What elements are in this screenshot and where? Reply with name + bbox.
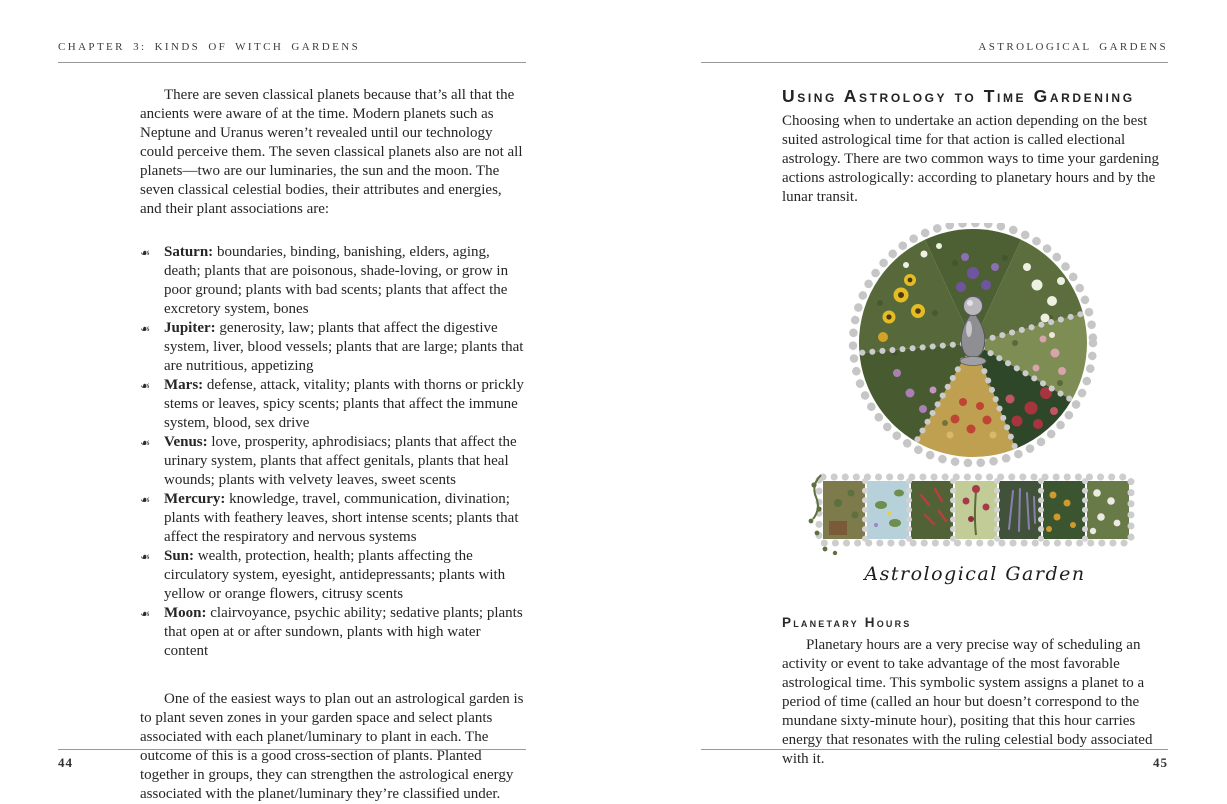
list-item-saturn xyxy=(140,243,526,319)
planet-term: Saturn: xyxy=(164,244,214,260)
leaf-bullet-icon: ❧ xyxy=(140,322,151,336)
planet-description: boundaries, binding, banishing, elders, aging, death; plants that are poisonous, shade-loving, or grow in poor ground; plants with bad scents; plants that affect the excretory system, bones xyxy=(164,244,509,317)
planet-term: Venus: xyxy=(164,434,208,450)
right-page xyxy=(701,0,1168,800)
garden-wheel xyxy=(853,223,1093,463)
garden-wheel-art xyxy=(805,223,1145,559)
list-item-jupiter xyxy=(140,319,526,376)
planet-term: Moon: xyxy=(164,605,207,621)
running-head-right: ASTROLOGICAL GARDENS xyxy=(701,41,1168,63)
planet-association-list xyxy=(140,243,526,661)
page-number-left: 44 xyxy=(58,755,73,770)
planet-term: Mercury: xyxy=(164,491,226,507)
leaf-bullet-icon: ❧ xyxy=(140,379,151,393)
illustration-caption: Astrological Garden xyxy=(864,563,1086,585)
closing-paragraph: One of the easiest ways to plan out an astrological garden is to plant seven zones in your garden space and select plants associated with each planet/luminary to plant in each. The outcome of this is a good cross-section of plants. Planted together in groups, they can strengthen the astrological energy associated with the planet/luminary they’re classified under. xyxy=(140,691,524,802)
leaf-bullet-icon: ❧ xyxy=(140,550,151,564)
left-page xyxy=(58,0,526,800)
planet-description: defense, attack, vitality; plants with thorns or prickly stems or leaves, spicy scents; plants that affect the immune system, blood, sex drive xyxy=(164,377,524,431)
running-head-left: CHAPTER 3: KINDS OF WITCH GARDENS xyxy=(58,41,526,63)
subsection-title: Planetary Hours xyxy=(782,615,912,630)
leaf-bullet-icon: ❧ xyxy=(140,607,151,621)
footer-left xyxy=(58,749,526,771)
leaf-bullet-icon: ❧ xyxy=(140,246,151,260)
leaf-bullet-icon: ❧ xyxy=(140,436,151,450)
list-item-mercury xyxy=(140,490,526,547)
garden-border-strip xyxy=(809,475,1131,555)
planet-description: knowledge, travel, communication, divination; plants with feathery leaves, short intense scents; plants that affect the respiratory and nervous systems xyxy=(164,491,519,545)
footer-right xyxy=(701,749,1168,771)
list-item-mars xyxy=(140,376,526,433)
planet-term: Mars: xyxy=(164,377,204,393)
section-title: Using Astrology to Time Gardening xyxy=(782,86,1135,106)
planet-description: wealth, protection, health; plants affecting the circulatory system, eyesight, antidepressants; plants with yellow or orange flowers, citrusy scents xyxy=(164,548,506,602)
planet-description: generosity, law; plants that affect the digestive system, liver, blood vessels; plants that are large; plants that are nutritious, appetizing xyxy=(164,320,524,374)
intro-paragraph: There are seven classical planets because that’s all that the ancients were aware of at the time. Modern planets such as Neptune and Uranus weren’t revealed until our technology could perceive them. The seven classical planets also are not all planets—two are our luminaries, the sun and the moon. The seven classical celestial bodies, their attributes and energies, and their plant associations are: xyxy=(140,87,523,217)
subsection-paragraph: Planetary hours are a very precise way of scheduling an activity or event to take advantage of the most favorable astrological time. This symbolic system assigns a planet to a period of time (called an hour but doesn’t correspond to the mundane sixty-minute hour), positing that this hour carries energy that resonates with the ruling celestial body associated with it. xyxy=(782,637,1153,767)
astrological-garden-illustration xyxy=(805,223,1145,559)
page-number-right: 45 xyxy=(1153,755,1168,770)
leaf-bullet-icon: ❧ xyxy=(140,493,151,507)
right-text-block xyxy=(782,86,1168,769)
planet-term: Jupiter: xyxy=(164,320,216,336)
planet-description: love, prosperity, aphrodisiacs; plants that affect the urinary system, plants that affect genitals, plants that heal wounds; plants with velvety leaves, sweet scents xyxy=(164,434,517,488)
planet-term: Sun: xyxy=(164,548,195,564)
section-paragraph: Choosing when to undertake an action depending on the best suited astrological time for that action is called electional astrology. There are two common ways to time your gardening actions astrologically: according to planetary hours and by the lunar transit. xyxy=(782,113,1159,205)
planet-description: clairvoyance, psychic ability; sedative plants; plants that open at or after sundown, plants with high water content xyxy=(164,605,523,659)
list-item-sun xyxy=(140,547,526,604)
left-text-block xyxy=(140,86,526,804)
list-item-moon xyxy=(140,604,526,661)
list-item-venus xyxy=(140,433,526,490)
